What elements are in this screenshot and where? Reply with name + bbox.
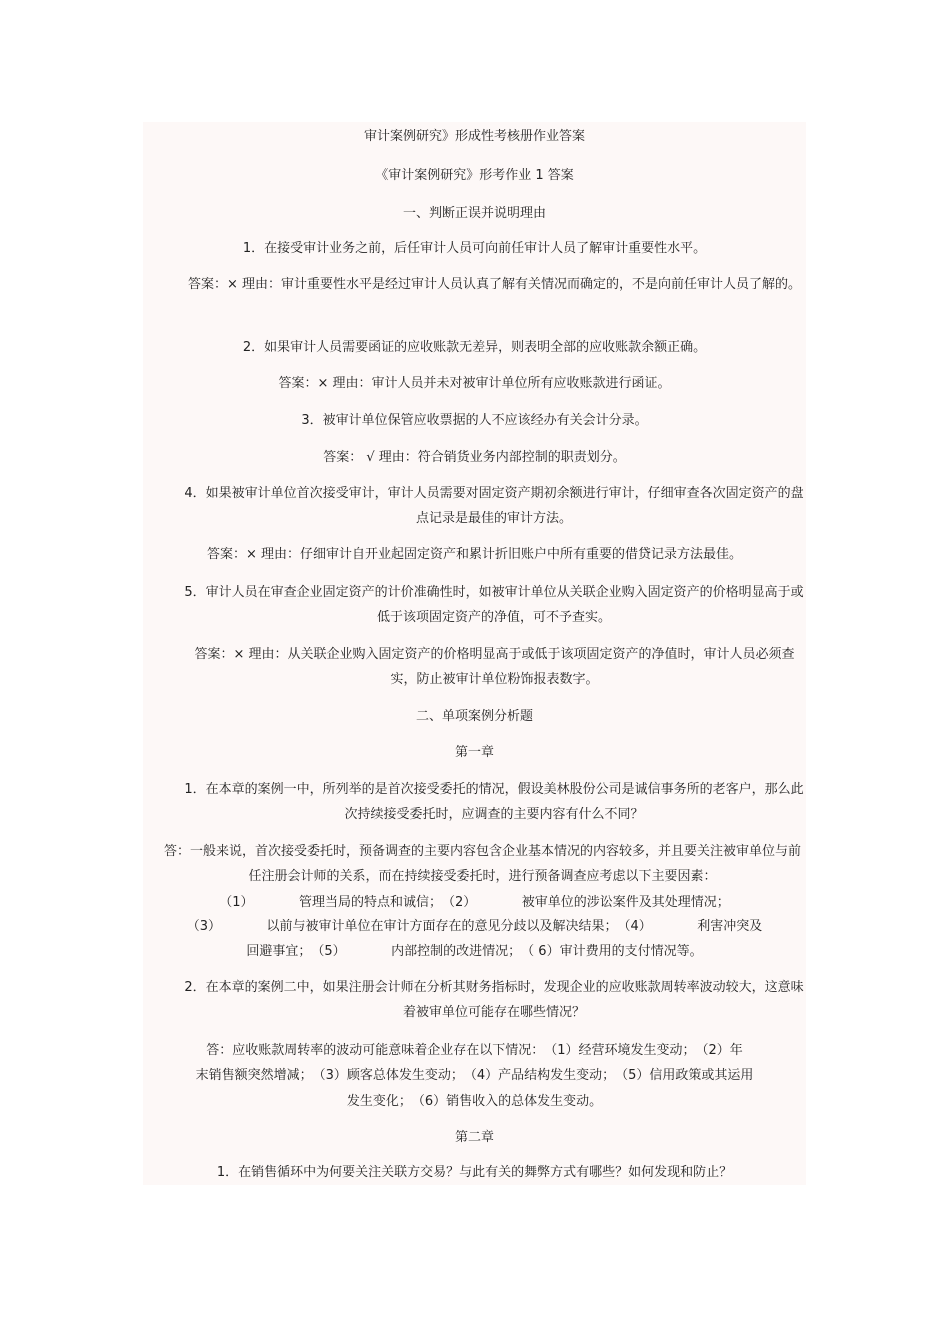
document-subtitle: 《审计案例研究》形考作业 1 答案 xyxy=(375,168,574,183)
s2-answer-1-line-3: 回避事宜； （5） 内部控制的改进情况； （ 6）审计费用的支付情况等。 xyxy=(246,944,703,959)
s1-question-4: 4．如果被审计单位首次接受审计，审计人员需要对固定资产期初余额进行审计，仔细审查各次固定资产的盘点记录是最佳的审计方法。 xyxy=(184,486,804,526)
s2-question-3: 1．在销售循环中为何要关注关联方交易？与此有关的舞弊方式有哪些？如何发现和防止？ xyxy=(216,1165,733,1180)
section1-heading: 一、判断正误并说明理由 xyxy=(402,206,546,221)
s1-answer-4: 答案：× 理由：仔细审计自开业起固定资产和累计折旧账户中所有重要的借贷记录方法最佳。 xyxy=(206,547,743,562)
s1-answer-3: 答案： √ 理由：符合销货业务内部控制的职责划分。 xyxy=(323,450,626,465)
chapter-1-heading: 第一章 xyxy=(454,745,494,760)
section2-heading: 二、单项案例分析题 xyxy=(415,709,533,724)
s1-answer-5: 答案：× 理由：从关联企业购入固定资产的价格明显高于或低于该项固定资产的净值时，审计人员必须查实，防止被审计单位粉饰报表数字。 xyxy=(194,647,795,687)
s1-question-1: 1．在接受审计业务之前，后任审计人员可向前任审计人员了解审计重要性水平。 xyxy=(242,241,707,256)
document-title: 审计案例研究》形成性考核册作业答案 xyxy=(363,129,585,144)
s1-question-2: 2．如果审计人员需要函证的应收账款无差异，则表明全部的应收账款余额正确。 xyxy=(242,340,707,355)
s2-answer-1-intro: 答：一般来说，首次接受委托时，预备调查的主要内容包含企业基本情况的内容较多，并且要关注被审单位与前任注册会计师的关系，而在持续接受委托时，进行预备调查应考虑以下主要因素： xyxy=(163,844,801,884)
s1-question-5: 5．审计人员在审查企业固定资产的计价准确性时，如被审计单位从关联企业购入固定资产的价格明显高于或低于该项固定资产的净值，可不予查实。 xyxy=(184,585,804,625)
s1-answer-2: 答案：× 理由：审计人员并未对被审计单位所有应收账款进行函证。 xyxy=(278,376,671,391)
s2-answer-1-line-2: （3） 以前与被审计单位在审计方面存在的意见分歧以及解决结果； （4） 利害冲突及 xyxy=(186,919,763,934)
s2-question-2: 2．在本章的案例二中，如果注册会计师在分析其财务指标时，发现企业的应收账款周转率波动较大，这意味着被审单位可能存在哪些情况？ xyxy=(184,980,804,1020)
s2-answer-2-line-2: 末销售额突然增减； （3）顾客总体发生变动； （4）产品结构发生变动； （5）信用政策或其运用 xyxy=(195,1068,754,1083)
s1-answer-1: 答案：× 理由：审计重要性水平是经过审计人员认真了解有关情况而确定的，不是向前任审计人员了解的。 xyxy=(187,277,802,292)
s2-answer-2-line-1: 答：应收账款周转率的波动可能意味着企业存在以下情况： （1）经营环境发生变动； （2）年 xyxy=(206,1043,743,1058)
s2-question-1: 1．在本章的案例一中，所列举的是首次接受委托的情况，假设美林股份公司是诚信事务所的老客户，那么此次持续接受委托时，应调查的主要内容有什么不同？ xyxy=(184,782,804,822)
s1-question-3: 3．被审计单位保管应收票据的人不应该经办有关会计分录。 xyxy=(301,413,648,428)
chapter-2-heading: 第二章 xyxy=(454,1130,494,1145)
s2-answer-2-line-3: 发生变化； （6）销售收入的总体发生变动。 xyxy=(346,1094,603,1109)
s2-answer-1-line-1: （1） 管理当局的特点和诚信； （2） 被审单位的涉讼案件及其处理情况； xyxy=(219,895,730,910)
